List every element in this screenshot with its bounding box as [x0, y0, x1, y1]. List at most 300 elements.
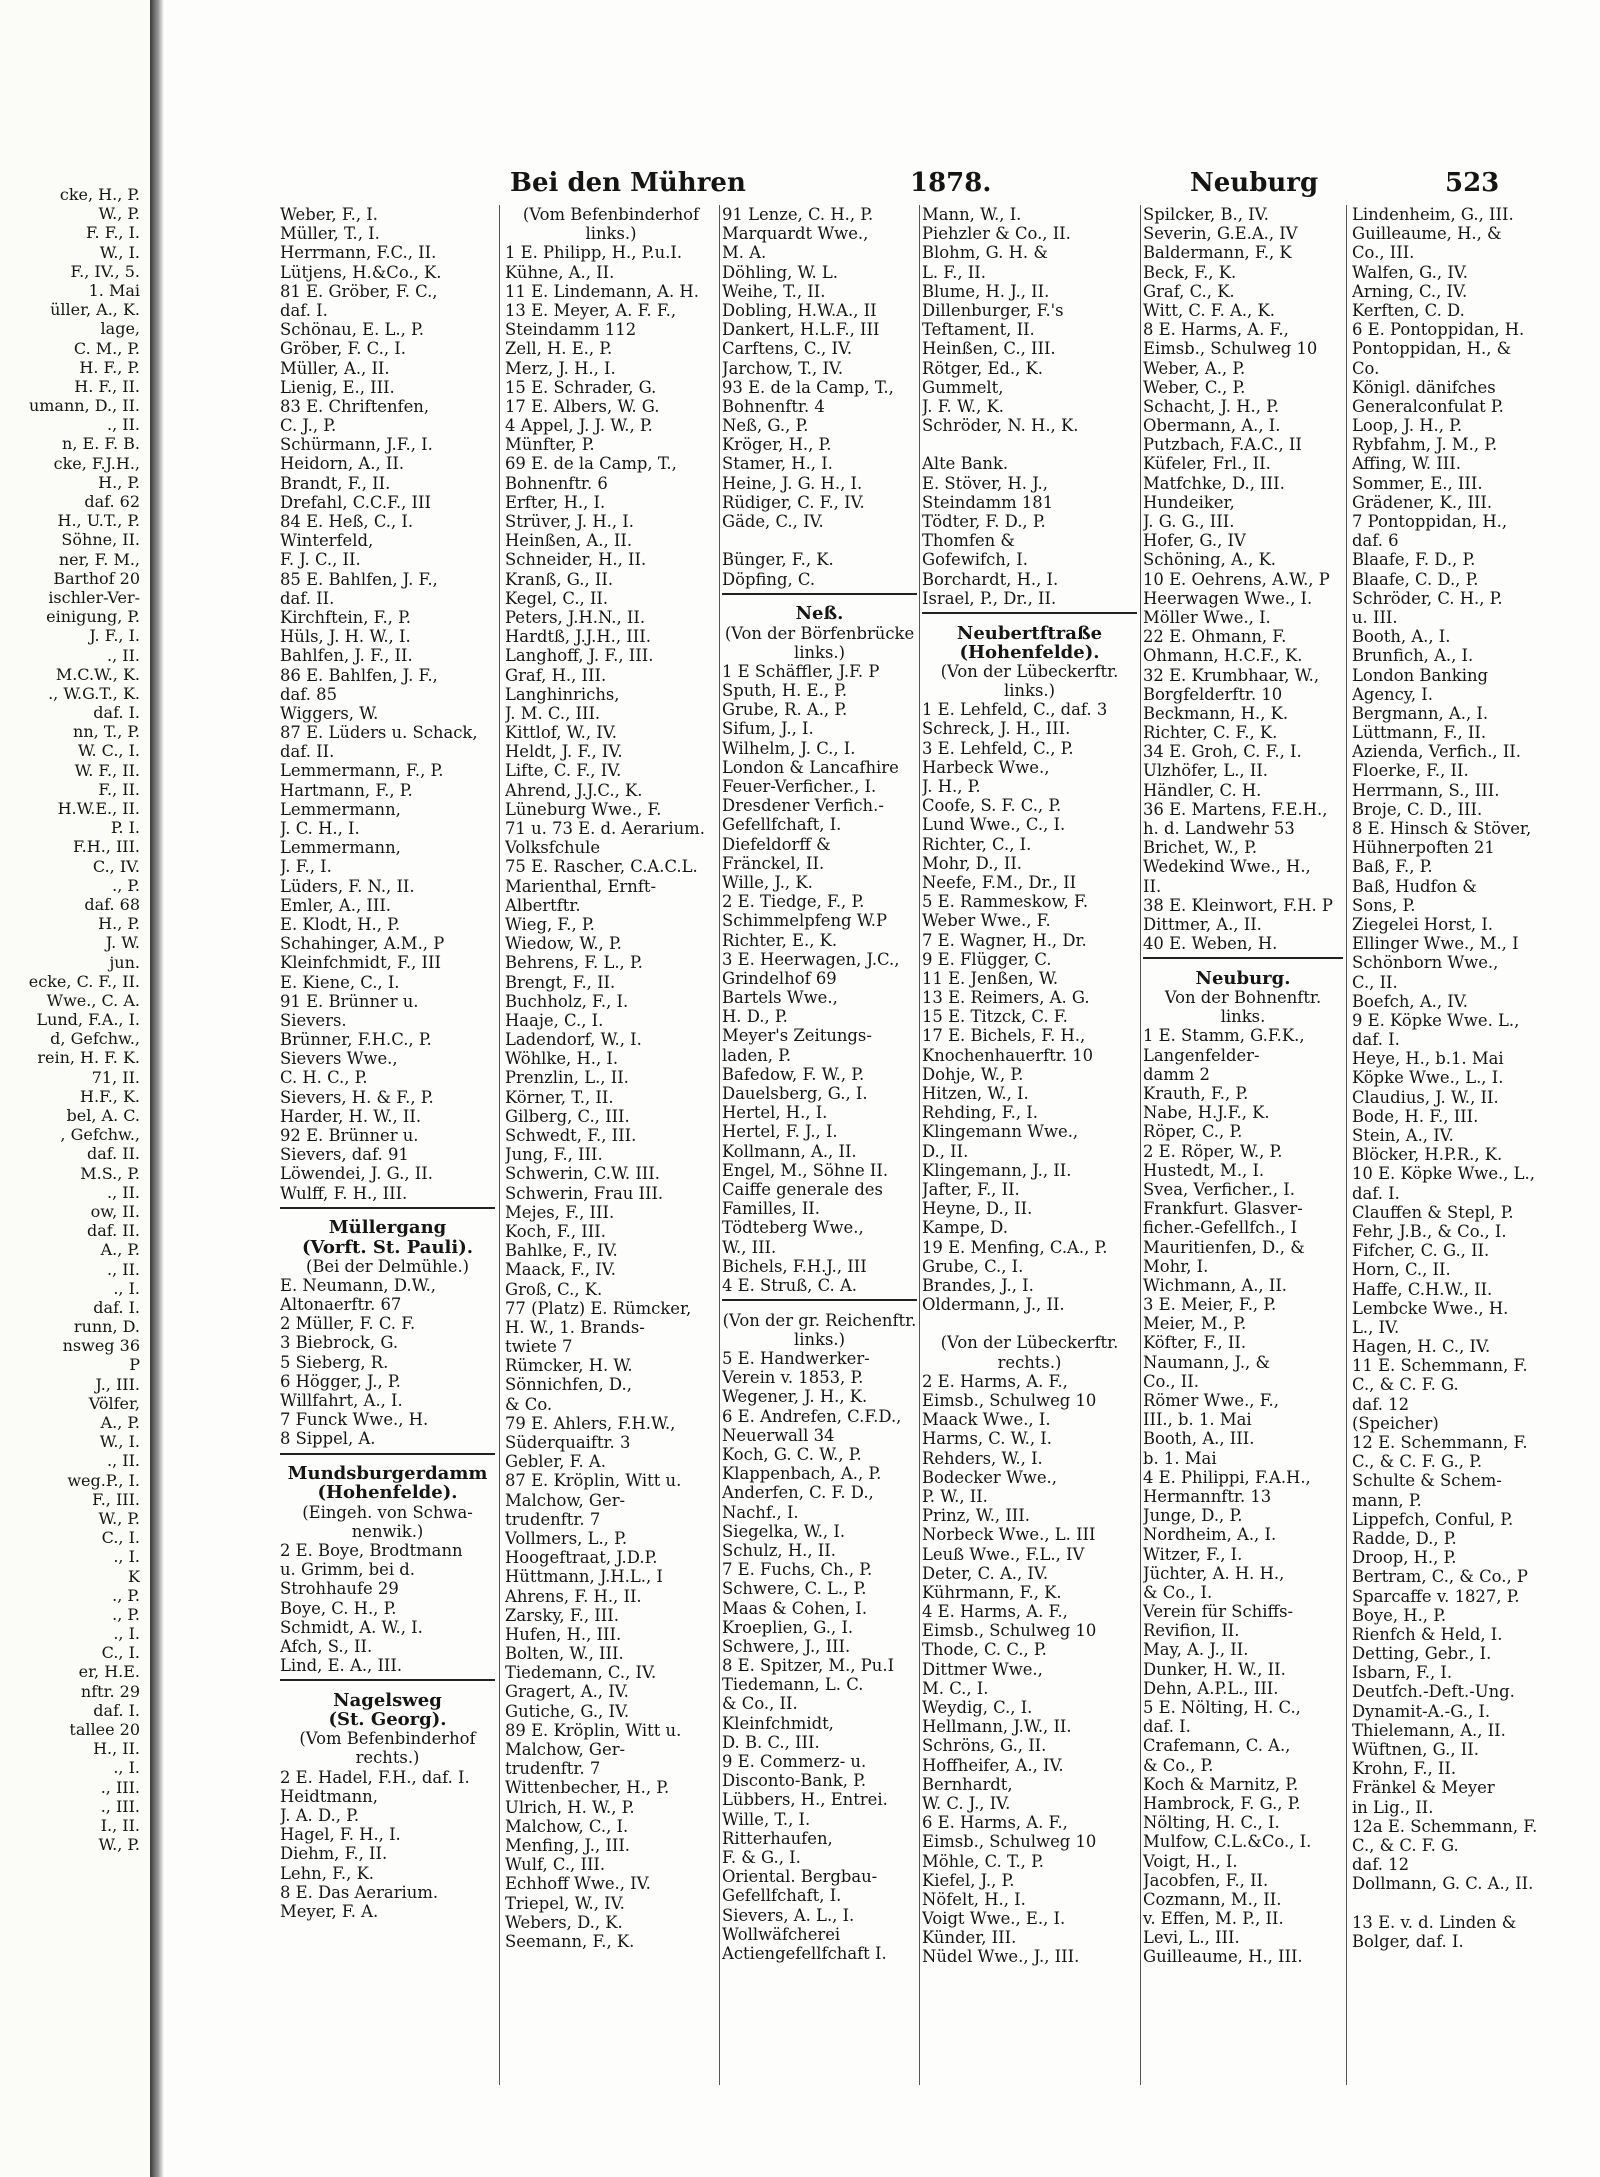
directory-entry: 2 E. Harms, A. F.,: [922, 1371, 1068, 1391]
directory-entry: Lemmermann,: [280, 799, 401, 819]
directory-entry: Detting, Gebr., I.: [1352, 1644, 1492, 1664]
directory-entry: Schimmelpfeng W.P: [722, 911, 887, 931]
directory-entry: Hertel, F. J., I.: [722, 1122, 838, 1142]
column-rule: [919, 205, 920, 2085]
directory-entry: W., III.: [722, 1237, 777, 1257]
directory-entry: Kirchftein, F., P.: [280, 607, 411, 627]
directory-entry: Crafemann, C. A.,: [1143, 1736, 1291, 1756]
directory-entry: Wedekind Wwe., H.,: [1143, 857, 1311, 877]
directory-entry: Bohnenftr. 4: [722, 396, 825, 416]
street-heading: Mundsburgerdamm: [287, 1464, 488, 1484]
directory-entry: Clauffen & Stepl, P.: [1352, 1202, 1514, 1222]
directory-entry: 9 E. Commerz- u.: [722, 1752, 867, 1771]
directory-entry: E. Stöver, H. J.,: [922, 473, 1048, 493]
directory-entry: 5 E. Handwerker-: [722, 1349, 870, 1369]
directory-entry: Fränckel, II.: [722, 853, 825, 873]
fragment-line: J., III.: [95, 1374, 140, 1394]
directory-entry: Döhling, W. L.: [722, 262, 839, 282]
directory-entry: Dehn, A.P.L., III.: [1143, 1678, 1279, 1698]
directory-entry: Bichels, F.H.J., III: [722, 1256, 867, 1276]
directory-entry: daf. I.: [1143, 1717, 1191, 1737]
directory-entry: Heyne, D., II.: [922, 1199, 1033, 1219]
fragment-line: F., II.: [98, 779, 140, 799]
directory-entry: Schmidt, A. W., I.: [280, 1617, 423, 1637]
directory-entry: Hermannftr. 13: [1143, 1486, 1272, 1506]
directory-entry: Brandt, F., II.: [280, 473, 391, 493]
directory-entry: D. B. C., III.: [722, 1732, 820, 1752]
directory-entry: Künder, III.: [922, 1928, 1017, 1948]
directory-entry: 32 E. Krumbhaar, W.,: [1143, 665, 1320, 685]
directory-entry: D., II.: [922, 1141, 969, 1161]
fragment-line: F.H., III.: [73, 837, 140, 857]
directory-entry: in Lig., II.: [1352, 1797, 1434, 1817]
directory-entry: Levi, L., III.: [1143, 1928, 1240, 1948]
fragment-line: umann, D., II.: [28, 396, 140, 416]
fragment-line: , Gefchw.,: [60, 1125, 140, 1145]
fragment-line: daf. I.: [93, 1700, 140, 1720]
directory-entry: 79 E. Ahlers, F.H.W.,: [505, 1413, 676, 1433]
directory-entry: Voigt Wwe., E., I.: [922, 1909, 1066, 1929]
directory-entry: Langhinrichs,: [505, 684, 620, 704]
page-number: 523: [1445, 168, 1500, 198]
directory-entry: Willfahrt, A., I.: [280, 1391, 403, 1411]
directory-entry: 1 E Schäffler, J.F. P: [722, 661, 880, 681]
fragment-line: M.C.W., K.: [55, 664, 140, 684]
directory-entry: 36 E. Martens, F.E.H.,: [1143, 799, 1328, 819]
fragment-line: Wwe., C. A.: [46, 990, 140, 1010]
directory-entry: Malchow, C., I.: [505, 1816, 629, 1836]
directory-entry: (Von der gr. Reichenftr.: [722, 1310, 917, 1330]
directory-entry: daf. II.: [280, 588, 335, 608]
fragment-line: W., P.: [98, 204, 140, 224]
directory-entry: Kroeplien, G., I.: [722, 1617, 854, 1637]
directory-entry: Graf, H., III.: [505, 665, 607, 685]
directory-entry: Hofer, G., IV: [1143, 531, 1246, 551]
directory-entry: Neß, G., P.: [722, 416, 809, 436]
directory-entry: Jacobfen, F., II.: [1143, 1870, 1269, 1890]
fragment-line: H.F., K.: [80, 1086, 140, 1106]
directory-entry: Hundeiker,: [1143, 492, 1235, 512]
directory-entry: 13 E. Reimers, A. G.: [922, 988, 1090, 1008]
directory-entry: links.): [585, 224, 637, 244]
directory-entry: b. 1. Mai: [1143, 1448, 1217, 1468]
directory-entry: 81 E. Gröber, F. C.,: [280, 281, 438, 301]
directory-entry: Rötger, Ed., K.: [922, 358, 1043, 378]
directory-entry: Rümcker, H. W.: [505, 1356, 633, 1376]
directory-entry: 6 Högger, J., P.: [280, 1371, 401, 1391]
street-heading: Neuburg.: [1195, 968, 1291, 989]
directory-entry: Grube, R. A., P.: [722, 700, 848, 720]
fragment-line: F. F., I.: [85, 223, 140, 243]
directory-entry: Mann, W., I.: [922, 205, 1022, 224]
directory-entry: Marienthal, Ernft-: [505, 876, 657, 896]
section-divider: [722, 593, 917, 605]
directory-entry: 71 u. 73 E. d. Aerarium.: [505, 819, 705, 838]
directory-entry: Boye, C. H., P.: [280, 1598, 397, 1618]
directory-entry: Eimsb., Schulweg 10: [1143, 339, 1318, 359]
directory-entry: Langhoff, J. F., III.: [505, 646, 654, 666]
directory-entry: (Von der Lübeckerftr.: [940, 1333, 1119, 1353]
directory-entry: links.): [1004, 681, 1055, 701]
directory-entry: Möller Wwe., I.: [1143, 607, 1271, 627]
directory-entry: Kittlof, W., IV.: [505, 723, 617, 743]
directory-entry: Brünner, F.H.C., P.: [280, 1030, 432, 1050]
directory-entry: Lütjens, H.&Co., K.: [280, 262, 442, 282]
fragment-line: W. C., I.: [77, 741, 140, 761]
directory-entry: Kranß, G., II.: [505, 569, 614, 589]
directory-entry: 8 E. Hinsch & Stöver,: [1352, 819, 1532, 838]
directory-entry: Wollwäfcherei: [722, 1924, 841, 1944]
directory-entry: Sons, P.: [1352, 895, 1416, 915]
directory-entry: Wilhelm, J. C., I.: [722, 738, 856, 758]
directory-entry: Verein v. 1853, P.: [722, 1368, 864, 1388]
directory-entry: Stein, A., IV.: [1352, 1126, 1454, 1145]
directory-entry: Schulte & Schem-: [1352, 1471, 1502, 1491]
directory-entry: 4 E. Struß, C. A.: [722, 1275, 858, 1295]
directory-entry: Schönborn Wwe.,: [1352, 953, 1499, 973]
directory-entry: Prenzlin, L., II.: [505, 1068, 629, 1088]
directory-entry: 7 Pontoppidan, H.,: [1352, 512, 1508, 531]
directory-entry: Hagen, H. C., IV.: [1352, 1337, 1491, 1357]
directory-entry: Ahrens, F. H., II.: [505, 1586, 642, 1606]
fragment-line: daf. I.: [93, 1297, 140, 1317]
directory-entry: u. III.: [1352, 607, 1398, 627]
directory-entry: & Co.: [505, 1394, 553, 1414]
directory-entry: Generalconfulat P.: [1352, 396, 1504, 416]
directory-entry: Groß, C., K.: [505, 1279, 603, 1299]
directory-entry: Albertftr.: [505, 895, 581, 915]
directory-entry: Wichmann, A., II.: [1143, 1275, 1288, 1295]
directory-entry: Kegel, C., II.: [505, 588, 609, 608]
directory-column-2: [505, 205, 717, 1951]
directory-entry: rechts.): [355, 1748, 420, 1768]
section-divider: [722, 1299, 917, 1311]
directory-entry: Junge, D., P.: [1143, 1506, 1243, 1526]
directory-entry: daf. I.: [1352, 1183, 1400, 1203]
directory-entry: Emler, A., III.: [280, 895, 392, 915]
directory-entry: Disconto-Bank, P.: [722, 1771, 867, 1791]
directory-entry: Coofe, S. F. C., P.: [922, 796, 1062, 816]
fragment-line: einigung, P.: [46, 607, 140, 627]
directory-entry: Münfter, P.: [505, 435, 595, 455]
directory-entry: Behrens, F. L., P.: [505, 953, 643, 973]
directory-entry: Nordheim, A., I.: [1143, 1525, 1277, 1545]
directory-entry: Erfter, H., I.: [505, 492, 606, 512]
street-heading: (Hohenfelde).: [317, 1483, 458, 1503]
directory-entry: Zarsky, F., III.: [505, 1605, 619, 1625]
directory-entry: M. C., I.: [922, 1678, 989, 1698]
directory-entry: 3 E. Meier, F., P.: [1143, 1295, 1277, 1315]
column-rule: [499, 205, 500, 2085]
directory-entry: Diehm, F., II.: [280, 1844, 388, 1864]
directory-entry: Müller, A., II.: [280, 358, 390, 378]
directory-entry: Mulfow, C.L.&Co., I.: [1143, 1832, 1312, 1852]
directory-entry: & Co., I.: [1143, 1582, 1213, 1602]
street-heading: (St. Georg).: [328, 1710, 447, 1730]
directory-entry: 2 E. Röper, W., P.: [1143, 1141, 1283, 1161]
directory-entry: 84 E. Heß, C., I.: [280, 512, 414, 531]
directory-entry: 4 E. Philippi, F.A.H.,: [1143, 1467, 1311, 1487]
directory-entry: Kerften, C. D.: [1352, 300, 1465, 320]
directory-entry: 9 E. Flügger, C.: [922, 949, 1052, 969]
directory-entry: Kleinfchmidt, F., III: [280, 953, 441, 973]
directory-entry: Stamer, H., I.: [722, 454, 833, 474]
directory-entry: Klingemann Wwe.,: [922, 1122, 1079, 1142]
directory-entry: Hüls, J. H. W., I.: [280, 627, 411, 647]
directory-entry: Familles, II.: [722, 1199, 820, 1219]
directory-entry: Hellmann, J.W., II.: [922, 1717, 1072, 1737]
directory-entry: Jafter, F., II.: [922, 1179, 1020, 1199]
directory-entry: Teftament, II.: [922, 320, 1035, 340]
directory-entry: Marquardt Wwe.,: [722, 224, 869, 244]
directory-entry: Dankert, H.L.F., III: [722, 320, 880, 340]
directory-entry: (Von der Börfenbrücke: [724, 623, 915, 643]
directory-entry: London Banking: [1352, 665, 1489, 685]
fragment-line: ., P.: [112, 875, 140, 895]
directory-entry: (Bei der Delmühle.): [305, 1256, 470, 1276]
directory-entry: 2 Müller, F. C. F.: [280, 1314, 416, 1334]
directory-entry: Svea, Verficher., I.: [1143, 1179, 1295, 1199]
directory-entry: Sievers Wwe.,: [280, 1049, 398, 1069]
directory-entry: [922, 1314, 1137, 1333]
directory-entry: Voigt, H., I.: [1143, 1851, 1238, 1871]
directory-entry: Booth, A., III.: [1143, 1429, 1255, 1449]
directory-entry: Malchow, Ger-: [505, 1740, 626, 1759]
directory-entry: mann, P.: [1352, 1490, 1422, 1510]
fragment-line: F., IV., 5.: [70, 261, 140, 281]
directory-entry: Diefeldorff &: [722, 834, 831, 854]
directory-entry: Weber, C., P.: [1143, 377, 1246, 397]
directory-entry: 3 Biebrock, G.: [280, 1333, 399, 1353]
directory-entry: Blume, H. J., II.: [922, 281, 1050, 301]
directory-entry: 34 E. Groh, C. F., I.: [1143, 742, 1302, 762]
directory-entry: Sievers, H. & F., P.: [280, 1087, 434, 1107]
directory-entry: Brengt, F., II.: [505, 972, 616, 992]
fragment-line: A., P.: [100, 1413, 140, 1432]
directory-entry: 87 E. Lüders u. Schack,: [280, 723, 478, 743]
directory-entry: Körner, T., II.: [505, 1087, 614, 1107]
directory-entry: Neuerwall 34: [722, 1425, 835, 1445]
fragment-line: tallee 20: [69, 1720, 140, 1739]
directory-entry: Weydig, C., I.: [922, 1698, 1033, 1718]
fragment-line: ., I.: [113, 1547, 140, 1567]
directory-entry: Boye, H., P.: [1352, 1605, 1447, 1625]
directory-entry: Triepel, W., IV.: [505, 1893, 625, 1913]
column-rule: [719, 205, 720, 2085]
directory-entry: Schürmann, J.F., I.: [280, 435, 433, 455]
directory-entry: Steindamm 112: [505, 320, 637, 340]
directory-entry: Naumann, J., &: [1143, 1352, 1271, 1372]
fragment-line: ecke, C. F., II.: [28, 971, 140, 991]
directory-entry: Wulff, F. H., III.: [280, 1183, 408, 1203]
fragment-line: I., II.: [100, 1815, 140, 1835]
directory-entry: Nölting, H. C., I.: [1143, 1813, 1280, 1833]
directory-entry: Schacht, J. H., P.: [1143, 396, 1280, 416]
directory-entry: Actiengefellfchaft I.: [722, 1943, 887, 1963]
fragment-line: ., P.: [112, 1604, 140, 1624]
directory-entry: 11 E. Jenßen, W.: [922, 968, 1059, 988]
running-head-section: Neuburg: [1190, 168, 1319, 198]
fragment-line: ., II.: [107, 1259, 140, 1279]
fragment-line: ., II.: [107, 415, 140, 435]
directory-entry: trudenftr. 7: [505, 1759, 601, 1779]
directory-entry: Kollmann, A., II.: [722, 1141, 857, 1161]
fragment-line: H. F., P.: [79, 357, 140, 377]
directory-entry: Gilberg, C., III.: [505, 1106, 630, 1126]
directory-entry: J. M. C., III.: [505, 703, 601, 723]
directory-entry: Lifte, C. F., IV.: [505, 761, 622, 781]
directory-entry: Lehn, F., K.: [280, 1863, 375, 1883]
directory-entry: J. C. H., I.: [280, 819, 360, 838]
fragment-line: cke, H., P.: [59, 185, 140, 204]
directory-entry: 8 E. Harms, A. F.,: [1143, 320, 1289, 340]
directory-entry: (Vom Befenbinderhof: [299, 1729, 476, 1749]
directory-entry: Heerwagen Wwe., I.: [1143, 588, 1313, 608]
directory-column-4: [922, 205, 1137, 1967]
running-head-street: Bei den Mühren: [510, 168, 746, 198]
directory-entry: 5 E. Rammeskow, F.: [922, 892, 1089, 912]
directory-entry: Oriental. Bergbau-: [722, 1867, 878, 1887]
directory-entry: 3 E. Lehfeld, C., P.: [922, 738, 1074, 758]
directory-entry: Klingemann, J., II.: [922, 1160, 1072, 1180]
fragment-line: C., I.: [101, 1528, 140, 1548]
directory-entry: Israel, P., Dr., II.: [922, 588, 1057, 608]
directory-entry: L. F., II.: [922, 262, 986, 282]
directory-entry: 93 E. de la Camp, T.,: [722, 377, 894, 397]
directory-entry: Hardtß, J.J.H., III.: [505, 627, 651, 647]
directory-column-6: [1352, 205, 1567, 1951]
directory-entry: Lüttmann, F., II.: [1352, 723, 1487, 743]
directory-entry: Grindelhof 69: [722, 968, 837, 988]
directory-entry: 2 E. Boye, Brodtmann: [280, 1540, 463, 1560]
directory-entry: [922, 435, 1137, 454]
directory-entry: Guilleaume, H., &: [1352, 224, 1502, 244]
directory-entry: Lembcke Wwe., H.: [1352, 1298, 1509, 1318]
directory-entry: Röper, C., P.: [1143, 1122, 1243, 1142]
directory-entry: Sievers.: [280, 1010, 347, 1030]
directory-entry: Echhoff Wwe., IV.: [505, 1874, 651, 1894]
fragment-line: ., II.: [107, 1451, 140, 1471]
directory-entry: Koch, F., III.: [505, 1221, 606, 1241]
directory-entry: daf. 12: [1352, 1855, 1410, 1875]
directory-entry: Rehders, W., I.: [922, 1448, 1043, 1468]
directory-entry: Lübbers, H., Entrei.: [722, 1790, 888, 1810]
directory-entry: Strüver, J. H., I.: [505, 512, 634, 531]
directory-entry: 40 E. Weben, H.: [1143, 934, 1278, 954]
directory-entry: Bartels Wwe.,: [722, 988, 838, 1008]
directory-entry: Leuß Wwe., F.L., IV: [922, 1544, 1085, 1564]
directory-entry: Tödteberg Wwe.,: [722, 1218, 864, 1238]
directory-entry: Dobling, H.W.A., II: [722, 300, 877, 320]
directory-entry: Koch & Marnitz, P.: [1143, 1774, 1299, 1794]
directory-entry: Heidorn, A., II.: [280, 454, 405, 474]
directory-entry: Agency, I.: [1352, 684, 1433, 704]
directory-entry: Co., III.: [1352, 243, 1415, 263]
directory-entry: Grädener, K., III.: [1352, 492, 1493, 512]
directory-entry: twiete 7: [505, 1337, 573, 1357]
section-divider: [280, 1679, 495, 1691]
directory-entry: F. J. C., II.: [280, 550, 361, 570]
directory-entry: E. Klodt, H., P.: [280, 914, 401, 934]
directory-entry: 4 Appel, J. J. W., P.: [505, 416, 653, 436]
directory-entry: Bafedow, F. W., P.: [722, 1064, 865, 1084]
directory-entry: Beck, F., K.: [1143, 262, 1237, 282]
directory-entry: 5 E. Nölting, H. C.,: [1143, 1698, 1301, 1718]
directory-entry: Händler, C. H.: [1143, 780, 1262, 800]
directory-entry: Altonaerftr. 67: [280, 1295, 402, 1315]
directory-entry: Lind, E. A., III.: [280, 1656, 403, 1676]
directory-entry: Mohr, D., II.: [922, 853, 1023, 873]
fragment-line: ., P.: [112, 1585, 140, 1605]
directory-entry: u. Grimm, bei d.: [280, 1560, 415, 1580]
fragment-line: ., W.G.T., K.: [48, 683, 140, 703]
directory-entry: Heidtmann,: [280, 1786, 378, 1806]
directory-entry: H. D., P.: [722, 1007, 788, 1027]
directory-entry: Krauth, F., P.: [1143, 1084, 1249, 1104]
directory-entry: Wegener, J. H., K.: [722, 1387, 868, 1407]
directory-entry: Piehzler & Co., II.: [922, 224, 1071, 244]
directory-entry: Witt, C. F. A., K.: [1143, 300, 1275, 320]
directory-entry: Baß, Hudfon &: [1352, 876, 1477, 896]
directory-entry: 85 E. Bahlfen, J. F.,: [280, 569, 438, 589]
section-divider: [922, 612, 1137, 624]
fragment-line: Lund, F.A., I.: [36, 1010, 140, 1030]
directory-entry: 6 E. Andrefen, C.F.D.,: [722, 1406, 902, 1426]
directory-entry: Lemmermann, F., P.: [280, 761, 444, 781]
fragment-line: jun.: [109, 952, 140, 972]
directory-entry: Rüdiger, C. F., IV.: [722, 492, 865, 512]
directory-entry: Bohnenftr. 6: [505, 473, 608, 493]
directory-entry: Obermann, A., I.: [1143, 416, 1281, 436]
directory-entry: Tiedemann, C., IV.: [505, 1663, 657, 1683]
fragment-line: Völfer,: [88, 1393, 140, 1413]
directory-entry: Brichet, W., P.: [1143, 838, 1258, 858]
fragment-line: Barthof 20: [53, 568, 140, 588]
directory-entry: Ziegelei Horst, I.: [1352, 914, 1494, 934]
fragment-line: W. F., II.: [74, 760, 140, 780]
fragment-line: rein, H. F. K.: [37, 1048, 140, 1068]
directory-entry: Ulrich, H. W., P.: [505, 1797, 635, 1817]
directory-entry: Webers, D., K.: [505, 1912, 623, 1932]
directory-entry: Koch, G. C. W., P.: [722, 1445, 862, 1464]
directory-entry: Loop, J. H., P.: [1352, 416, 1463, 436]
directory-entry: Sönnichfen, D.,: [505, 1375, 632, 1395]
directory-entry: Heine, J. G. H., I.: [722, 473, 863, 493]
directory-entry: h. d. Landwehr 53: [1143, 819, 1295, 838]
directory-entry: Gummelt,: [922, 377, 1004, 397]
directory-entry: nenwik.): [351, 1521, 424, 1541]
directory-entry: 10 E. Köpke Wwe., L.,: [1352, 1164, 1535, 1184]
directory-entry: 2 E. Tiedge, F., P.: [722, 892, 865, 912]
directory-entry: Putzbach, F.A.C., II: [1143, 435, 1302, 455]
directory-entry: Ladendorf, W., I.: [505, 1030, 642, 1050]
directory-entry: 7 Funck Wwe., H.: [280, 1410, 429, 1430]
fragment-line: C. M., P.: [73, 338, 140, 358]
directory-entry: Heinßen, C., III.: [922, 339, 1056, 359]
directory-entry: London & Lancafhire: [722, 757, 899, 777]
directory-entry: Borgfelderftr. 10: [1143, 684, 1283, 704]
directory-entry: Radde, D., P.: [1352, 1528, 1457, 1548]
directory-entry: Müller, T., I.: [280, 224, 380, 244]
directory-entry: Richter, C. F., K.: [1143, 723, 1278, 743]
directory-entry: C., & C. F. G., P.: [1352, 1452, 1483, 1472]
directory-entry: Königl. dänifches: [1352, 377, 1496, 397]
directory-entry: Vollmers, L., P.: [505, 1528, 628, 1548]
directory-entry: Eimsb., Schulweg 10: [922, 1832, 1097, 1852]
directory-entry: Weber, A., P.: [1143, 358, 1246, 378]
directory-entry: Bahlke, F., IV.: [505, 1241, 618, 1261]
directory-entry: Winterfeld,: [280, 531, 374, 551]
